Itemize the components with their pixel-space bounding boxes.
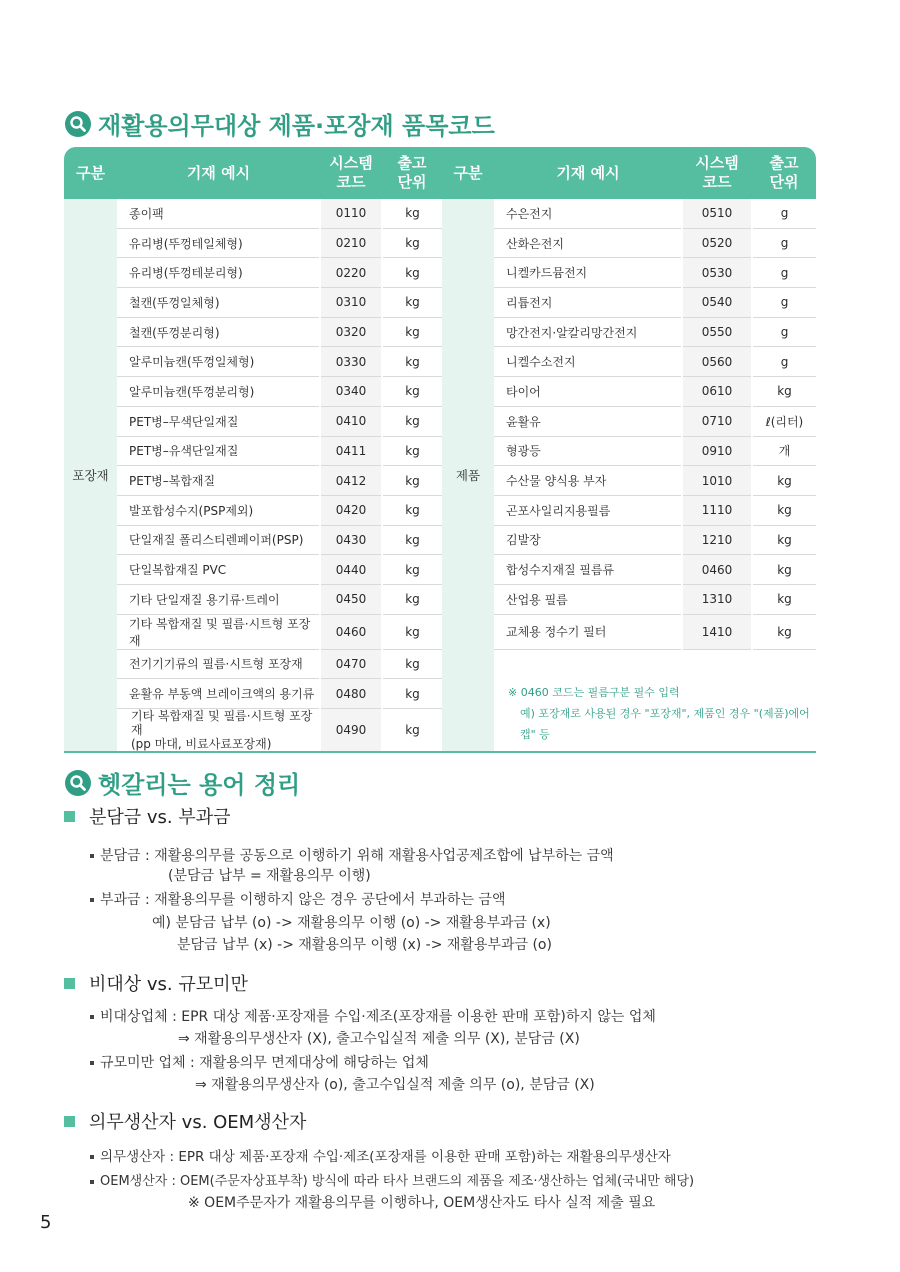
note-line: ※ OEM주문자가 재활용의무를 이행하나, OEM생산자도 타사 실적 제출 필요 — [188, 1195, 656, 1211]
item-name-cell: 유리병(뚜껑테분리형) — [117, 258, 320, 288]
item-name-cell: 기타 단일재질 용기류·트레이 — [117, 584, 320, 614]
definition-line: 분담금 : 재활용의무를 공동으로 이행하기 위해 재활용사업공제조합에 납부하는 금액 — [90, 845, 614, 865]
unit-cell: kg — [382, 406, 442, 436]
header-category-right: 구분 — [442, 147, 494, 199]
unit-cell: kg — [382, 466, 442, 496]
unit-cell: kg — [382, 288, 442, 318]
item-name-cell: 철캔(뚜껑일체형) — [117, 288, 320, 318]
system-code-cell: 0910 — [682, 436, 752, 466]
bullet-icon — [90, 1015, 94, 1019]
item-name-cell: 곤포사일리지용필름 — [494, 495, 682, 525]
item-name-cell: 기타 복합재질 및 필름·시트형 포장재 (pp 마대, 비료사료포장재) — [117, 709, 320, 753]
item-name-cell: 단일복합재질 PVC — [117, 555, 320, 585]
definition-line: 부과금 : 재활용의무를 이행하지 않은 경우 공단에서 부과하는 금액 — [90, 889, 505, 909]
header-system-code: 시스템 코드 — [320, 147, 382, 199]
unit-cell: kg — [752, 614, 816, 649]
bullet-icon — [90, 1155, 94, 1159]
unit-cell: g — [752, 288, 816, 318]
system-code-cell: 1310 — [682, 584, 752, 614]
subsection-title: 의무생산자 vs. OEM생산자 — [64, 1108, 306, 1134]
system-code-cell: 0210 — [320, 228, 382, 258]
magnifier-icon — [64, 110, 92, 138]
unit-cell: kg — [382, 555, 442, 585]
unit-cell: kg — [382, 228, 442, 258]
item-name-cell: 발포합성수지(PSP제외) — [117, 495, 320, 525]
system-code-cell: 1110 — [682, 495, 752, 525]
item-name-cell: 망간전지·알칼리망간전지 — [494, 317, 682, 347]
square-bullet-icon — [64, 811, 75, 822]
system-code-cell: 0530 — [682, 258, 752, 288]
unit-cell: kg — [752, 584, 816, 614]
bullet-icon — [90, 1180, 94, 1184]
item-name-cell: 단일재질 폴리스티렌페이퍼(PSP) — [117, 525, 320, 555]
unit-cell: kg — [752, 466, 816, 496]
unit-cell: kg — [382, 258, 442, 288]
section-title-text: 재활용의무대상 제품·포장재 품목코드 — [98, 112, 495, 140]
square-bullet-icon — [64, 978, 75, 989]
system-code-cell: 0610 — [682, 377, 752, 407]
unit-cell: kg — [382, 436, 442, 466]
unit-cell: kg — [382, 584, 442, 614]
magnifier-icon — [64, 769, 92, 797]
table-row — [64, 347, 816, 377]
system-code-cell: 0110 — [320, 199, 382, 228]
item-name-cell: 알루미늄캔(뚜껑분리형) — [117, 377, 320, 407]
definition-line: 의무생산자 : EPR 대상 제품·포장재 수입·제조(포장재를 이용한 판매 포함)하는 재활용의무생산자 — [90, 1145, 671, 1165]
bullet-icon — [90, 1061, 94, 1065]
header-system-code-right: 시스템 코드 — [682, 147, 752, 199]
unit-cell: g — [752, 258, 816, 288]
table-row — [64, 288, 816, 318]
system-code-cell: 0560 — [682, 347, 752, 377]
item-name-cell: 철캔(뚜껑분리형) — [117, 317, 320, 347]
item-name-cell: 수산물 양식용 부자 — [494, 466, 682, 496]
table-row — [64, 614, 816, 649]
system-code-cell: 0540 — [682, 288, 752, 318]
table-row — [64, 228, 816, 258]
header-example: 기재 예시 — [117, 147, 320, 199]
item-name-cell: 종이팩 — [117, 199, 320, 228]
unit-cell: kg — [382, 347, 442, 377]
system-code-cell: 0320 — [320, 317, 382, 347]
table-row — [64, 584, 816, 614]
system-code-cell: 0510 — [682, 199, 752, 228]
definition-line: ⇒ 재활용의무생산자 (o), 출고수입실적 제출 의무 (o), 분담금 (X) — [195, 1077, 595, 1093]
definition-line: OEM생산자 : OEM(주문자상표부착) 방식에 따라 타사 브랜드의 제품을 제조·생산하는 업체(국내만 해당) — [90, 1170, 694, 1189]
system-code-cell: 0420 — [320, 495, 382, 525]
system-code-cell: 0430 — [320, 525, 382, 555]
header-example-right: 기재 예시 — [494, 147, 682, 199]
system-code-cell: 1010 — [682, 466, 752, 496]
table-row — [64, 525, 816, 555]
unit-cell: kg — [382, 199, 442, 228]
item-name-cell: 타이어 — [494, 377, 682, 407]
system-code-cell: 0460 — [320, 614, 382, 649]
unit-cell: kg — [382, 317, 442, 347]
item-name-cell: 리튬전지 — [494, 288, 682, 318]
table-row — [64, 258, 816, 288]
item-name-cell: 유리병(뚜껑테일체형) — [117, 228, 320, 258]
note-text: ※ 0460 코드는 필름구분 필수 입력 — [508, 685, 680, 699]
system-code-cell: 0490 — [320, 709, 382, 753]
item-name-cell: 니켈수소전지 — [494, 347, 682, 377]
system-code-cell: 0412 — [320, 466, 382, 496]
note-example-text: 예) 포장재로 사용된 경우 "포장재", 제품인 경우 "(제품)에어캡" 등 — [520, 706, 810, 741]
table-row — [64, 199, 816, 228]
system-code-cell: 0411 — [320, 436, 382, 466]
unit-cell: kg — [382, 495, 442, 525]
unit-cell: kg — [382, 709, 442, 753]
definition-line: ⇒ 재활용의무생산자 (X), 출고수입실적 제출 의무 (X), 분담금 (X) — [178, 1031, 580, 1047]
unit-cell: g — [752, 199, 816, 228]
subsection-title: 분담금 vs. 부과금 — [64, 803, 231, 829]
table-row — [64, 466, 816, 496]
item-name-cell: 김발장 — [494, 525, 682, 555]
item-name-cell: 윤활유 — [494, 406, 682, 436]
system-code-cell: 0550 — [682, 317, 752, 347]
unit-cell: g — [752, 317, 816, 347]
product-code-table — [64, 147, 816, 753]
unit-cell: kg — [382, 377, 442, 407]
table-row — [64, 436, 816, 466]
unit-cell: kg — [382, 649, 442, 679]
unit-cell: kg — [382, 614, 442, 649]
category-cell: 포장재 — [64, 199, 117, 752]
system-code-cell: 0220 — [320, 258, 382, 288]
definition-line: 규모미만 업체 : 재활용의무 면제대상에 해당하는 업체 — [90, 1052, 429, 1072]
section-title-text: 헷갈리는 용어 정리 — [98, 771, 301, 799]
item-name-cell: PET병–무색단일재질 — [117, 406, 320, 436]
header-category: 구분 — [64, 147, 117, 199]
table-row — [64, 555, 816, 585]
header-unit: 출고 단위 — [382, 147, 442, 199]
system-code-cell: 0520 — [682, 228, 752, 258]
header-unit-right: 출고 단위 — [752, 147, 816, 199]
item-name-cell: 윤활유 부동액 브레이크액의 용기류 — [117, 679, 320, 709]
item-name-cell: PET병–유색단일재질 — [117, 436, 320, 466]
unit-cell: g — [752, 347, 816, 377]
section-title-codes — [64, 106, 495, 141]
table-row — [64, 649, 816, 679]
system-code-cell: 0340 — [320, 377, 382, 407]
item-name-cell: 산업용 필름 — [494, 584, 682, 614]
page-number: 5 — [40, 1212, 52, 1233]
system-code-cell: 0450 — [320, 584, 382, 614]
item-name-cell: 기타 복합재질 및 필름·시트형 포장재 — [117, 614, 320, 649]
table-row — [64, 377, 816, 407]
bullet-icon — [90, 854, 94, 858]
item-name-cell: 교체용 정수기 필터 — [494, 614, 682, 649]
item-name-cell: 형광등 — [494, 436, 682, 466]
item-name-cell: 알루미늄캔(뚜껑일체형) — [117, 347, 320, 377]
category-cell: 제품 — [442, 199, 494, 752]
definition-line: 비대상업체 : EPR 대상 제품·포장재를 수입·제조(포장재를 이용한 판매 포함)하지 않는 업체 — [90, 1006, 656, 1026]
unit-cell: ℓ(리터) — [752, 406, 816, 436]
section-title-terms — [64, 765, 300, 800]
item-name-cell: 산화은전지 — [494, 228, 682, 258]
square-bullet-icon — [64, 1116, 75, 1127]
table-header-row — [64, 147, 816, 199]
subsection-title: 비대상 vs. 규모미만 — [64, 970, 248, 996]
unit-cell: kg — [752, 525, 816, 555]
system-code-cell: 0470 — [320, 649, 382, 679]
system-code-cell: 1410 — [682, 614, 752, 649]
unit-cell: kg — [382, 525, 442, 555]
unit-cell: kg — [752, 555, 816, 585]
table-row — [64, 495, 816, 525]
table-row — [64, 317, 816, 347]
example-line: 분담금 납부 (x) -> 재활용의무 이행 (x) -> 재활용부과금 (o) — [177, 937, 552, 953]
system-code-cell: 0440 — [320, 555, 382, 585]
system-code-cell: 0410 — [320, 406, 382, 436]
unit-cell: g — [752, 228, 816, 258]
unit-cell: kg — [752, 377, 816, 407]
note-cell — [494, 649, 816, 752]
bullet-icon — [90, 898, 94, 902]
system-code-cell: 1210 — [682, 525, 752, 555]
table-row — [64, 406, 816, 436]
unit-cell: kg — [752, 495, 816, 525]
unit-cell: 개 — [752, 436, 816, 466]
item-name-cell: 수은전지 — [494, 199, 682, 228]
item-name-cell: PET병–복합재질 — [117, 466, 320, 496]
item-name-cell: 니켈카드뮴전지 — [494, 258, 682, 288]
system-code-cell: 0460 — [682, 555, 752, 585]
unit-cell: kg — [382, 679, 442, 709]
system-code-cell: 0310 — [320, 288, 382, 318]
item-name-cell: 전기기기류의 필름·시트형 포장재 — [117, 649, 320, 679]
system-code-cell: 0480 — [320, 679, 382, 709]
item-name-cell: 합성수지재질 필름류 — [494, 555, 682, 585]
system-code-cell: 0710 — [682, 406, 752, 436]
definition-line: (분담금 납부 = 재활용의무 이행) — [168, 868, 371, 884]
system-code-cell: 0330 — [320, 347, 382, 377]
example-line: 예) 분담금 납부 (o) -> 재활용의무 이행 (o) -> 재활용부과금 (x) — [152, 915, 551, 931]
